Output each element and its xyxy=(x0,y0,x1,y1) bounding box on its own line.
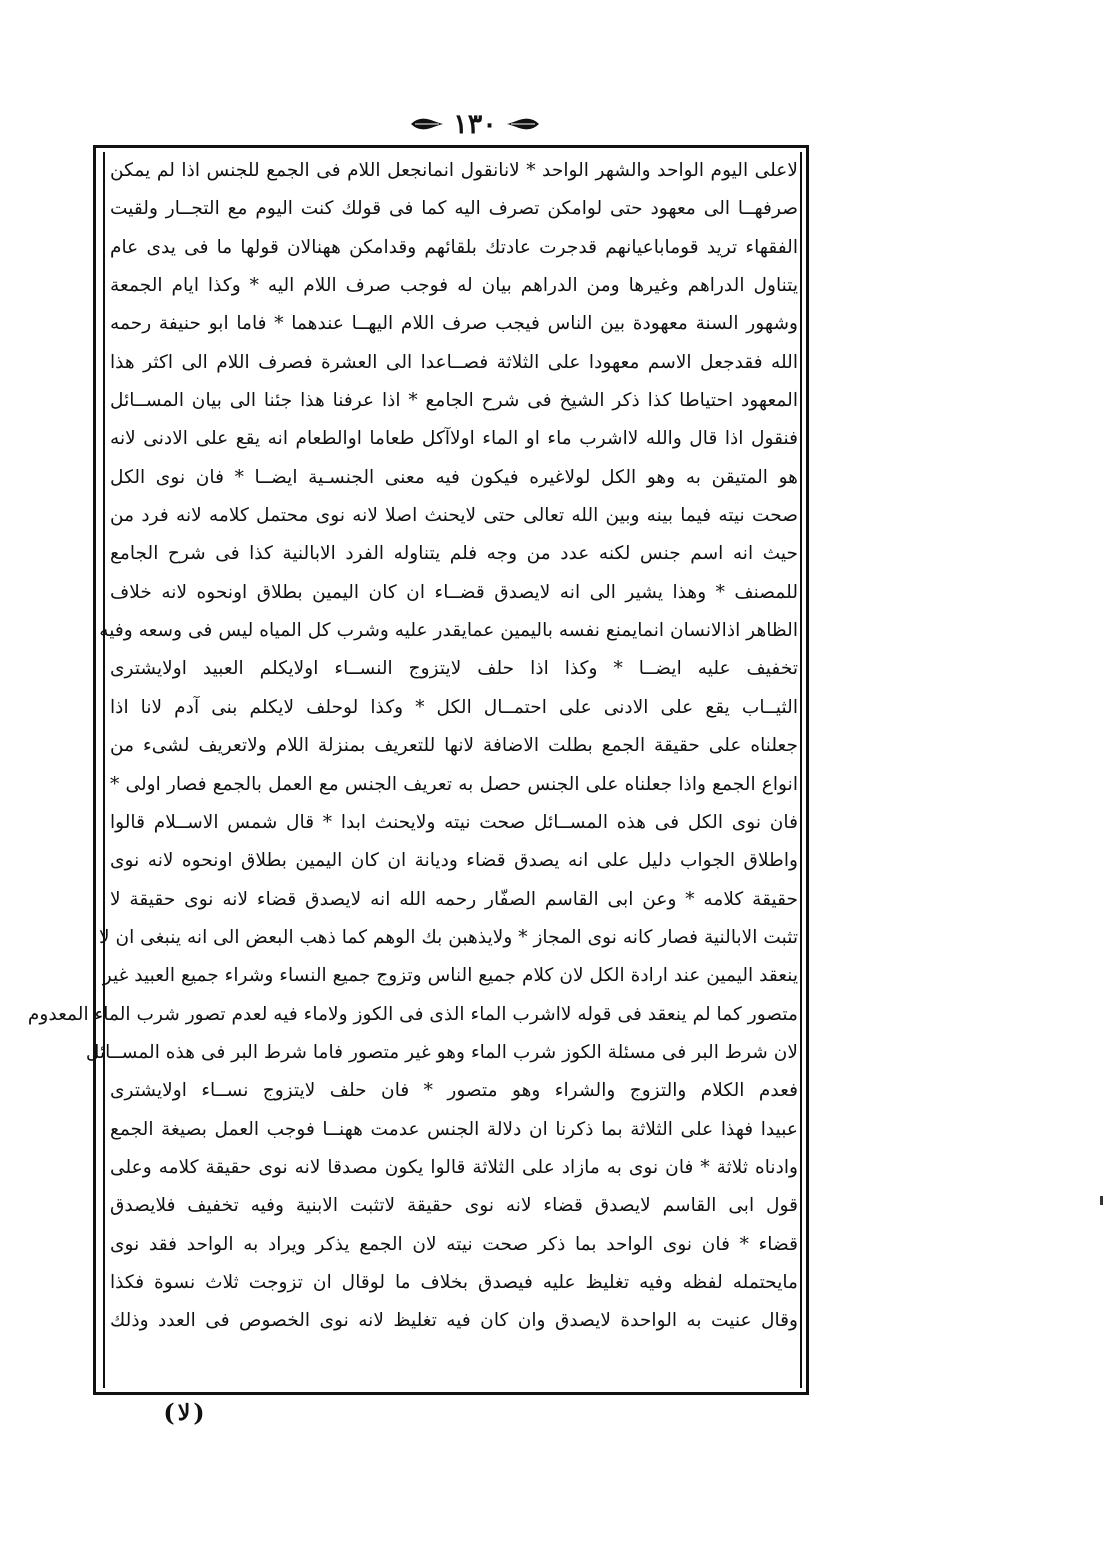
text-line: المعهود احتياطا كذا ذكر الشيخ فى شرح الجامع * اذا عرفنا هذا جئنا الى بيان المســائل xyxy=(110,390,798,412)
paren-icon: ) xyxy=(163,1398,175,1427)
text-line: هو المتيقن به وهو الكل لولاغيره فيكون فيه معنى الجنسـية ايضــا * فان نوى الكل xyxy=(110,466,798,488)
text-line: يتناول الدراهم وغيرها ومن الدراهم بيان له فوجب صرف اللام اليه * وكذا ايام الجمعة xyxy=(110,275,798,297)
text-line: الفقهاء تريد قوماباعيانهم قدجرت عادتك بلقائهم وقدامكن ههنالان قولها ما فى يدى عام xyxy=(110,236,798,258)
text-line: جعلناه على حقيقة الجمع بطلت الاضافة لانها للتعريف بمنزلة اللام ولاتعريف لشىء من xyxy=(110,735,798,757)
text-line: قول ابى القاسم لايصدق قضاء لانه نوى حقيقة لاتثبت الابنية وفيه تخفيف فلايصدق xyxy=(110,1195,798,1217)
text-line: عبيدا فهذا على الثلاثة بما ذكرنا ان دلالة الجنس عدمت ههنــا فوجب العمل بصيغة الجمع xyxy=(110,1118,798,1140)
text-line: حقيقة كلامه * وعن ابى القاسم الصفّار رحمه الله انه لايصدق قضاء لانه نوى حقيقة لا xyxy=(110,888,798,910)
text-line: تخفيف عليه ايضــا * وكذا اذا حلف لايتزوج النســاء اولايكلم العبيد اولايشترى xyxy=(110,658,798,680)
text-line: وشهور السنة معهودة بين الناس فيجب صرف اللام اليهــا عندهما * فاما ابو حنيفة رحمه xyxy=(110,313,798,335)
text-line: واطلاق الجواب دليل على انه يصدق قضاء وديانة ان كان اليمين بطلاق اونحوه لانه نوى xyxy=(110,850,798,872)
text-line: ينعقد اليمين عند ارادة الكل لان كلام جميع الناس وتزوج جميع النساء وشراء جميع العبيد غير xyxy=(102,965,798,987)
text-line: حيث انه اسم جنس لكنه عدد من وجه فلم يتناوله الفرد الابالنية كذا فى شرح الجامع xyxy=(110,543,798,565)
text-line: انواع الجمع واذا جعلناه على الجنس حصل به تعريف الجنس مع العمل بالجمع فصار اولى * xyxy=(110,773,798,795)
text-line: مايحتمله لفظه وفيه تغليظ عليه فيصدق بخلاف ما لوقال ان تزوجت ثلاث نسوة فكذا xyxy=(110,1271,798,1293)
page-number: ١٣٠ xyxy=(453,108,497,140)
text-line: صرفهــا الى معهود حتى لوامكن تصرف اليه كما فى قولك كنت اليوم مع التجــار ولقيت xyxy=(110,198,798,220)
page-header xyxy=(400,104,550,144)
text-line: صحت نيته فيما بينه وبين الله تعالى حتى لايحنث اصلا لانه نوى محتمل كلامه لانه فرد من xyxy=(110,505,798,527)
text-line: متصور كما لم ينعقد فى قوله لااشرب الماء الذى فى الكوز ولاماء فيه لعدم تصور شرب الماء المعدوم xyxy=(27,1003,798,1025)
text-line: وقال عنيت به الواحدة لايصدق وان كان فيه تغليظ لانه نوى الخصوص فى العدد وذلك xyxy=(110,1310,798,1332)
text-line: وادناه ثلاثة * فان نوى به مازاد على الثلاثة قالوا يكون مصدقا لانه نوى حقيقة كلامه وعلى xyxy=(110,1156,798,1178)
text-line: قضاء * فان نوى الواحد بما ذكر صحت نيته لان الجمع يذكر ويراد به الواحد فقد نوى xyxy=(110,1233,798,1255)
text-line: الظاهر اذالانسان انمايمنع نفسه باليمين عمايقدر عليه وشرب كل المياه ليس فى وسعه وفيه xyxy=(99,620,798,642)
text-line: الله فقدجعل الاسم معهودا على الثلاثة فصــاعدا الى العشرة فصرف اللام الى اكثر هذا xyxy=(110,351,798,373)
text-line: للمصنف * وهذا يشير الى انه لايصدق قضــاء ان كان اليمين بطلاق اونحوه لانه خلاف xyxy=(110,581,798,603)
text-line: فنقول اذا قال والله لااشرب ماء او الماء اولاآكل طعاما اوالطعام انه يقع على الادنى لانه xyxy=(110,428,798,450)
leaf-ornament-icon xyxy=(505,115,541,133)
body-text xyxy=(27,152,798,1341)
text-line: تثبت الابالنية فصار كانه نوى المجاز * ولايذهبن بك الوهم كما ذهب البعض الى انه ينبغى ان لا xyxy=(98,926,798,948)
signature-mark xyxy=(148,1398,220,1428)
text-line: فعدم الكلام والتزوج والشراء وهو متصور * فان حلف لايتزوج نســاء اولايشترى xyxy=(110,1080,798,1102)
scan-edge-mark xyxy=(1100,1196,1103,1205)
paren-icon: ( xyxy=(193,1398,205,1427)
text-line: لان شرط البر فى مسئلة الكوز شرب الماء وهو غير متصور فاما شرط البر فى هذه المســائل xyxy=(85,1041,798,1063)
text-line: لاعلى اليوم الواحد والشهر الواحد * لانانقول انمانجعل اللام فى الجمع للجنس اذا لم يمكن xyxy=(110,160,798,181)
text-line: الثيــاب يقع على الادنى على احتمــال الكل * وكذا لوحلف لايكلم بنى آدم لانا اذا xyxy=(110,696,798,718)
signature-number: لا xyxy=(177,1400,191,1426)
text-line: فان نوى الكل فى هذه المســائل صحت نيته ولايحنث ابدا * قال شمس الاســلام قالوا xyxy=(110,811,798,833)
leaf-ornament-icon xyxy=(409,115,445,133)
